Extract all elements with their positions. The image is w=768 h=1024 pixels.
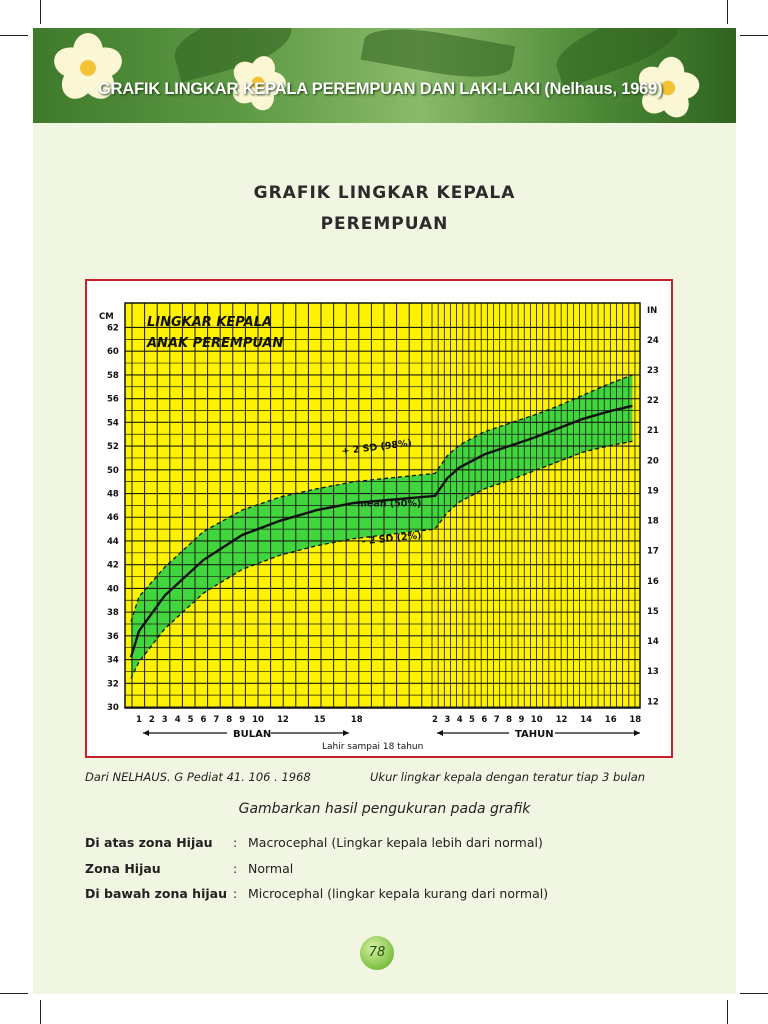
x-tick-label-year: 2 (432, 715, 438, 725)
right-tick-label: 15 (647, 606, 659, 617)
x-tick-label-month: 1 (136, 715, 142, 725)
x-tick-label-month: 6 (200, 715, 207, 725)
y-tick-label: 62 (107, 323, 119, 334)
legend-label-green: Zona Hijau (85, 861, 161, 876)
right-tick-label: 17 (647, 546, 659, 557)
month-axis-label: BULAN (233, 729, 272, 740)
y-tick-label: 40 (107, 584, 119, 595)
right-tick-label: 19 (647, 486, 659, 497)
y-tick-label: 52 (107, 442, 119, 453)
mean-annotation: mean (50%) (357, 498, 422, 510)
x-tick-label-month: 12 (277, 715, 289, 725)
arrow-head-icon (634, 730, 640, 736)
x-tick-label-month: 10 (252, 715, 264, 725)
right-axis-unit: IN (647, 306, 658, 316)
x-tick-label-month: 9 (239, 715, 246, 725)
x-tick-label-month: 4 (174, 715, 181, 725)
y-tick-label: 42 (107, 560, 119, 571)
crop-mark (40, 0, 41, 24)
crop-mark (0, 993, 28, 994)
x-tick-label-year: 6 (481, 715, 488, 725)
page-title-line-1: GRAFIK LINGKAR KEPALA (253, 183, 516, 203)
x-tick-label-month: 8 (226, 715, 233, 725)
y-tick-label: 30 (107, 703, 119, 713)
crop-mark (727, 0, 728, 24)
right-tick-label: 16 (647, 576, 659, 587)
legend-desc-green: Normal (248, 861, 294, 876)
crop-mark (740, 993, 768, 994)
y-tick-label: 38 (107, 608, 119, 619)
x-tick-label-year: 5 (469, 715, 475, 725)
page (33, 28, 736, 994)
crop-mark (40, 1000, 41, 1024)
lower-2sd-annotation: - 2 SD (2%) (361, 530, 423, 548)
x-tick-label-year: 12 (555, 715, 568, 725)
right-tick-label: 22 (647, 396, 659, 407)
x-tick-label-year: 8 (506, 715, 513, 725)
legend-desc-below: Microcephal (lingkar kepala kurang dari normal) (248, 886, 549, 901)
instruction-note: Ukur lingkar kepala dengan teratur tiap 3 bulan (370, 770, 646, 784)
y-tick-label: 58 (107, 370, 119, 381)
y-tick-label: 44 (107, 536, 119, 547)
y-tick-label: 60 (107, 347, 119, 358)
crop-mark (740, 35, 768, 36)
y-tick-label: 32 (107, 679, 119, 690)
x-tick-label-year: 18 (629, 715, 642, 725)
chart-caption: Lahir sampai 18 tahun (322, 742, 424, 752)
arrow-head-icon (143, 730, 149, 736)
legend-label-below: Di bawah zona hijau (85, 886, 227, 901)
x-tick-label-month: 7 (213, 715, 220, 725)
x-tick-label-year: 10 (530, 715, 543, 725)
x-tick-label-year: 14 (580, 715, 593, 725)
right-tick-label: 18 (647, 516, 659, 527)
legend-label-above: Di atas zona Hijau (85, 835, 213, 850)
right-tick-label: 14 (647, 637, 659, 648)
arrow-head-icon (343, 730, 349, 736)
x-tick-label-month: 15 (313, 715, 326, 725)
page-number: 78 (360, 936, 394, 970)
y-tick-label: 56 (107, 394, 119, 405)
legend-colon: : (233, 861, 238, 876)
crop-mark (0, 35, 28, 36)
right-tick-label: 20 (647, 456, 659, 467)
legend-heading: Gambarkan hasil pengukuran pada grafik (238, 801, 531, 817)
right-tick-label: 23 (647, 365, 659, 376)
banner-title: GRAFIK LINGKAR KEPALA PEREMPUAN DAN LAKI-LAKI (Nelhaus, 1969) (98, 80, 663, 98)
y-tick-label: 54 (107, 418, 119, 429)
crop-mark (727, 1000, 728, 1024)
x-tick-label-year: 7 (493, 715, 500, 725)
y-tick-label: 48 (107, 489, 119, 500)
left-axis-unit: CM (99, 312, 114, 322)
head-circumference-chart (87, 281, 671, 756)
upper-2sd-annotation: + 2 SD (98%) (341, 437, 413, 458)
x-tick-label-year: 16 (604, 715, 617, 725)
chart-title-line-2: ANAK PEREMPUAN (147, 336, 284, 351)
y-tick-label: 34 (107, 655, 119, 666)
source-note: Dari NELHAUS. G Pediat 41. 106 . 1968 (85, 770, 311, 784)
right-tick-label: 12 (647, 697, 659, 708)
x-tick-label-year: 4 (456, 715, 463, 725)
x-tick-label-year: 9 (518, 715, 525, 725)
legend-colon: : (233, 886, 238, 901)
y-tick-label: 50 (107, 465, 119, 476)
x-tick-label-year: 3 (444, 715, 451, 725)
x-tick-label-month: 2 (148, 715, 155, 725)
y-tick-label: 46 (107, 513, 119, 524)
leaf-decoration (361, 28, 516, 86)
right-tick-label: 13 (647, 667, 659, 678)
page-title-line-2: PEREMPUAN (320, 214, 449, 234)
x-tick-label-month: 3 (161, 715, 168, 725)
right-tick-label: 24 (647, 335, 659, 346)
arrow-head-icon (437, 730, 443, 736)
x-tick-label-month: 5 (187, 715, 194, 725)
x-tick-label-month: 18 (350, 715, 363, 725)
y-tick-label: 36 (107, 631, 119, 642)
right-tick-label: 21 (647, 426, 659, 437)
legend-desc-above: Macrocephal (Lingkar kepala lebih dari normal) (248, 835, 543, 850)
chart-title-line-1: LINGKAR KEPALA (147, 315, 273, 330)
header-banner (33, 28, 736, 123)
chart-frame (85, 279, 673, 758)
legend-colon: : (233, 835, 238, 850)
year-axis-label: TAHUN (515, 729, 554, 740)
